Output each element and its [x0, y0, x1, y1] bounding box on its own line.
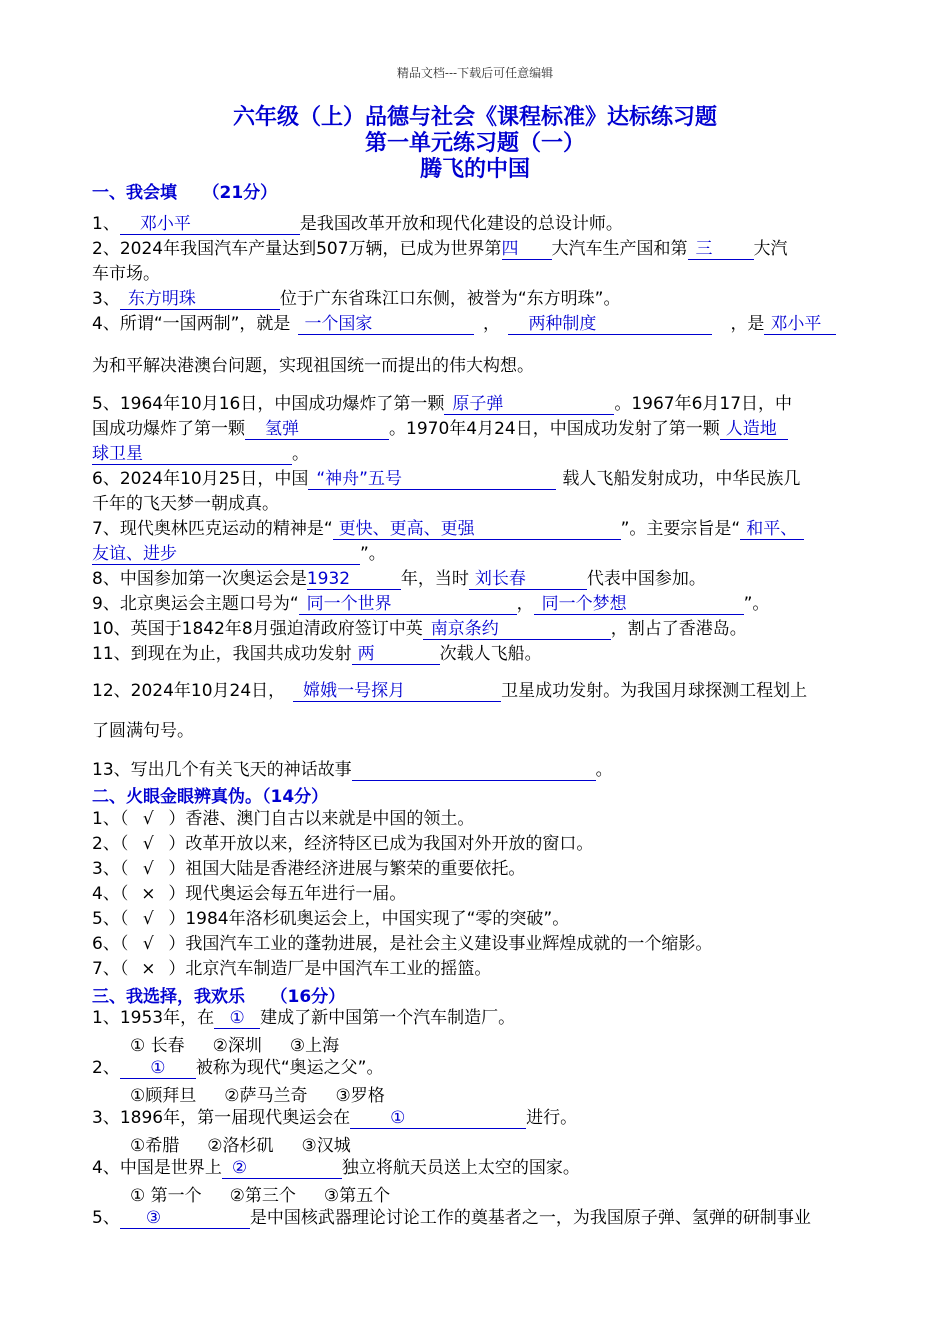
answer: ① [120, 1058, 196, 1079]
answer: 四 [502, 239, 552, 260]
choice-options-2: ①顾拜旦 ②萨马兰奇 ③罗格 [130, 1086, 385, 1106]
true-false-mark: √ [142, 934, 154, 954]
true-false-item: 4、（ × ）现代奥运会每五年进行一届。 [92, 882, 860, 907]
answer: 更快、更高、更强 [333, 519, 621, 540]
answer: 原子弹 [444, 394, 614, 415]
answer: ② [222, 1158, 342, 1179]
lesson-title: 腾飞的中国 [419, 157, 530, 182]
answer: 东方明珠 [120, 289, 280, 310]
answer: 三 [688, 239, 754, 260]
question-10: 10、英国于1842年8月强迫清政府签订中英 南京条约 ，割占了香港岛。 [92, 619, 747, 639]
choice-options-4: ① 第一个 ②第三个 ③第五个 [130, 1186, 391, 1206]
true-false-mark: √ [142, 834, 154, 854]
true-false-item: 1、（ √ ）香港、澳门自古以来就是中国的领土。 [92, 807, 860, 832]
question-11: 11、到现在为止，我国共成功发射 两 次载人飞船。 [92, 644, 542, 664]
choice-question-4: 4、中国是世界上 ② 独立将航天员送上太空的国家。 [92, 1158, 580, 1178]
unit-title: 第一单元练习题（一） [364, 131, 585, 156]
question-13: 13、写出几个有关飞天的神话故事 。 [92, 760, 613, 780]
page-title: 六年级（上）品德与社会《课程标准》达标练习题 [232, 105, 717, 130]
question-7: 7、现代奥林匹克运动的精神是“ 更快、更高、更强 ”。主要宗旨是“ 和平、 [92, 517, 860, 542]
choice-options-1: ① 长春 ②深圳 ③上海 [130, 1036, 340, 1056]
question-9: 9、北京奥运会主题口号为“ 同一个世界 ， 同一个梦想 ”。 [92, 594, 770, 614]
choice-question-1: 1、1953年，在 ① 建成了新中国第一个汽车制造厂。 [92, 1008, 516, 1028]
true-false-mark: √ [142, 859, 154, 879]
answer: 两 [352, 644, 440, 665]
answer: 氢弹 [245, 419, 389, 440]
choice-question-2: 2、 ① 被称为现代“奥运之父”。 [92, 1058, 384, 1078]
true-false-item: 5、（ √ ）1984年洛杉矶奥运会上，中国实现了“零的突破”。 [92, 907, 860, 932]
question-1: 1、 邓小平 是我国改革开放和现代化建设的总设计师。 [92, 214, 623, 234]
answer: 1932 [307, 569, 401, 590]
question-5-line3: 球卫星 。 [92, 444, 309, 464]
section-fill-in: 一、我会填 （21分） [92, 183, 278, 203]
question-4: 4、所谓“一国两制”，就是 一个国家 ， 两种制度 ，是 邓小平 [92, 312, 860, 337]
answer: 和平、 [740, 519, 804, 540]
answer: “神舟”五号 [308, 469, 556, 490]
section-multiple-choice: 三、我选择，我欢乐 （16分） [92, 987, 346, 1007]
answer: 嫦娥一号探月 [293, 681, 501, 702]
question-3: 3、 东方明珠 位于广东省珠江口东侧，被誉为“东方明珠”。 [92, 289, 621, 309]
answer: 邓小平 [120, 214, 300, 235]
true-false-item: 7、（ × ）北京汽车制造厂是中国汽车工业的摇篮。 [92, 957, 860, 982]
question-12: 12、2024年10月24日， 嫦娥一号探月 卫星成功发射。为我国月球探测工程划上 [92, 681, 808, 701]
true-false-item: 3、（ √ ）祖国大陆是香港经济进展与繁荣的重要依托。 [92, 857, 860, 882]
question-6: 6、2024年10月25日，中国 “神舟”五号 载人飞船发射成功，中华民族几 [92, 469, 801, 489]
true-false-mark: × [141, 884, 156, 904]
question-4-cont: 为和平解决港澳台问题，实现祖国统一而提出的伟大构想。 [92, 356, 534, 376]
answer: 友谊、进步 [92, 544, 360, 565]
answer: 球卫星 [92, 444, 292, 465]
true-false-mark: × [141, 959, 156, 979]
answer: 刘长春 [469, 569, 587, 590]
answer: 一个国家 [298, 314, 474, 335]
blank-line [352, 760, 596, 781]
answer: ① [350, 1108, 526, 1129]
choice-question-5: 5、 ③ 是中国核武器理论讨论工作的奠基者之一，为我国原子弹、氢弹的研制事业 [92, 1208, 811, 1228]
question-8: 8、中国参加第一次奥运会是1932 年，当时 刘长春 代表中国参加。 [92, 569, 706, 589]
answer: ③ [120, 1208, 250, 1229]
answer: 人造地 [720, 419, 788, 440]
answer: ① [214, 1008, 260, 1029]
question-5-line2: 国成功爆炸了第一颗 氢弹 。1970年4月24日，中国成功发射了第一颗 人造地 [92, 417, 860, 442]
question-2-cont: 车市场。 [92, 264, 160, 284]
question-6-cont: 千年的飞天梦一朝成真。 [92, 494, 279, 514]
question-12-cont: 了圆满句号。 [92, 721, 194, 741]
question-2: 2、2024年我国汽车产量达到507万辆，已成为世界第四 大汽车生产国和第 三 大汽 [92, 239, 788, 259]
answer: 南京条约 [423, 619, 611, 640]
true-false-mark: √ [142, 909, 154, 929]
answer: 邓小平 [764, 314, 836, 335]
choice-question-3: 3、1896年，第一届现代奥运会在 ① 进行。 [92, 1108, 578, 1128]
question-7-cont: 友谊、进步 ”。 [92, 544, 386, 564]
true-false-mark: √ [142, 809, 154, 829]
page-header: 精品文档---下载后可任意编辑 [396, 66, 554, 80]
question-5: 5、1964年10月16日，中国成功爆炸了第一颗 原子弹 。1967年6月17日，中 [92, 394, 793, 414]
answer: 两种制度 [508, 314, 712, 335]
choice-options-3: ①希腊 ②洛杉矶 ③汉城 [130, 1136, 351, 1156]
answer: 同一个世界 [299, 594, 517, 615]
true-false-item: 2、（ √ ）改革开放以来，经济特区已成为我国对外开放的窗口。 [92, 832, 860, 857]
answer: 同一个梦想 [534, 594, 744, 615]
true-false-item: 6、（ √ ）我国汽车工业的蓬勃进展，是社会主义建设事业辉煌成就的一个缩影。 [92, 932, 860, 957]
section-true-false: 二、火眼金眼辨真伪。（14分） [92, 787, 329, 807]
